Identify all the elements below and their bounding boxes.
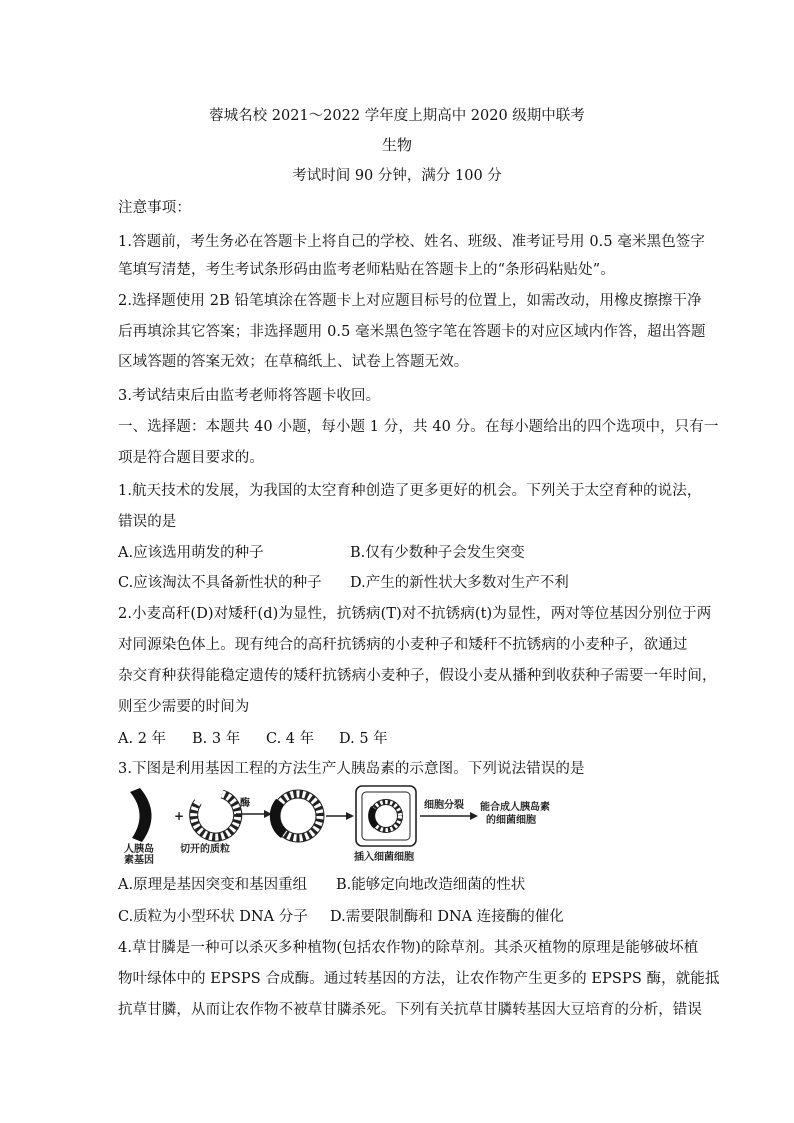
q2-option-c: C. 4 年 [266,731,315,747]
exam-title: 蓉城名校 2021～2022 学年度上期高中 2020 级期中联考 [209,108,585,124]
label-plasmid: 切开的质粒 [180,844,230,855]
q1-option-d: D.产生的新性状大多数对生产不利 [350,575,569,591]
question-2-stem: 2.小麦高秆(D)对矮秆(d)为显性，抗锈病(T)对不抗锈病(t)为显性，两对等位基因分别位于两 [118,606,712,622]
note-line: 后再填涂其它答案；非选择题用 0.5 毫米黑色签字笔在答题卡的对应区域内作答，超出答题 [118,324,706,340]
q1-option-a: A.应该选用萌发的种子 [118,545,264,561]
label-gene-1: 人胰岛 [124,844,154,855]
question-4-stem-cont: 抗草甘膦，从而让农作物不被草甘膦杀死。下列有关抗草甘膦转基因大豆培育的分析，错误 [118,1002,702,1018]
bacterial-cell [356,786,416,846]
label-result-2: 的细菌细胞 [486,815,536,826]
section-heading-cont: 项是符合题目要求的。 [118,450,264,466]
question-4-stem: 4.草甘膦是一种可以杀灭多种植物(包括农作物)的除草剂。其杀灭植物的原理是能够破坏植 [118,940,699,956]
q3-option-d: D.需要限制酶和 DNA 连接酶的催化 [330,909,564,925]
note-line: 区域答题的答案无效；在草稿纸上、试卷上答题无效。 [118,354,469,370]
plus-sign: + [174,809,185,823]
question-3-stem: 3.下图是利用基因工程的方法生产人胰岛素的示意图。下列说法错误的是 [118,761,585,777]
section-heading: 一、选择题：本题共 40 小题，每小题 1 分，共 40 分。在每小题给出的四个选项中，只有一 [118,419,719,435]
question-2-stem-cont: 对同源染色体上。现有纯合的高秆抗锈病的小麦种子和矮秆不抗锈病的小麦种子，欲通过 [118,637,688,653]
q2-option-a: A. 2 年 [118,731,167,747]
q3-option-a: A.原理是基因突变和基因重组 [118,877,308,893]
question-2-stem-cont: 则至少需要的时间为 [118,699,250,715]
q3-option-b: B.能够定向地改造细菌的性状 [336,877,526,893]
question-4-stem-cont: 物叶绿体中的 EPSPS 合成酶。通过转基因的方法，让农作物产生更多的 EPSPS 酶，就能抵 [118,971,720,987]
notes-heading: 注意事项： [118,200,191,216]
arrow-head [470,812,478,820]
cut-plasmid [194,794,238,837]
question-2-stem-cont: 杂交育种获得能稳定遗传的矮秆抗锈病小麦种子，假设小麦从播种到收获种子需要一年时间， [118,668,717,684]
q3-option-c: C.质粒为小型环状 DNA 分子 [118,909,308,925]
subject-title: 生物 [381,136,412,154]
label-result-1: 能合成人胰岛素 [480,802,550,813]
exam-info: 考试时间 90 分钟，满分 100 分 [292,168,502,184]
question-1-stem-cont: 错误的是 [118,514,177,530]
q1-option-b: B.仅有少数种子会发生突变 [350,545,525,561]
note-line: 笔填写清楚，考生考试条形码由监考老师粘贴在答题卡上的“条形码粘贴处”。 [118,262,615,278]
q2-option-d: D. 5 年 [339,731,388,747]
q2-option-b: B. 3 年 [192,731,241,747]
insulin-gene-fragment [130,788,152,842]
label-division: 细胞分裂 [424,800,464,811]
label-gene-2: 素基因 [124,855,154,866]
note-line: 1.答题前，考生务必在答题卡上将自己的学校、姓名、班级、准考证号用 0.5 毫米黑色签字 [118,234,706,250]
label-insert: 插入细菌细胞 [354,852,414,863]
note-line: 2.选择题使用 2B 铅笔填涂在答题卡上对应题目标号的位置上，如需改动，用橡皮擦擦干净 [118,293,702,309]
q1-option-c: C.应该淘汰不具备新性状的种子 [118,575,322,591]
question-1-stem: 1.航天技术的发展，为我国的太空育种创造了更多更好的机会。下列关于太空育种的说法， [118,483,702,499]
genetic-engineering-diagram [118,782,550,866]
recombinant-plasmid [275,794,320,838]
note-line: 3.考试结束后由监考老师将答题卡收回。 [118,388,381,404]
label-enzyme: 酶 [240,798,250,809]
arrow-head [346,812,354,820]
